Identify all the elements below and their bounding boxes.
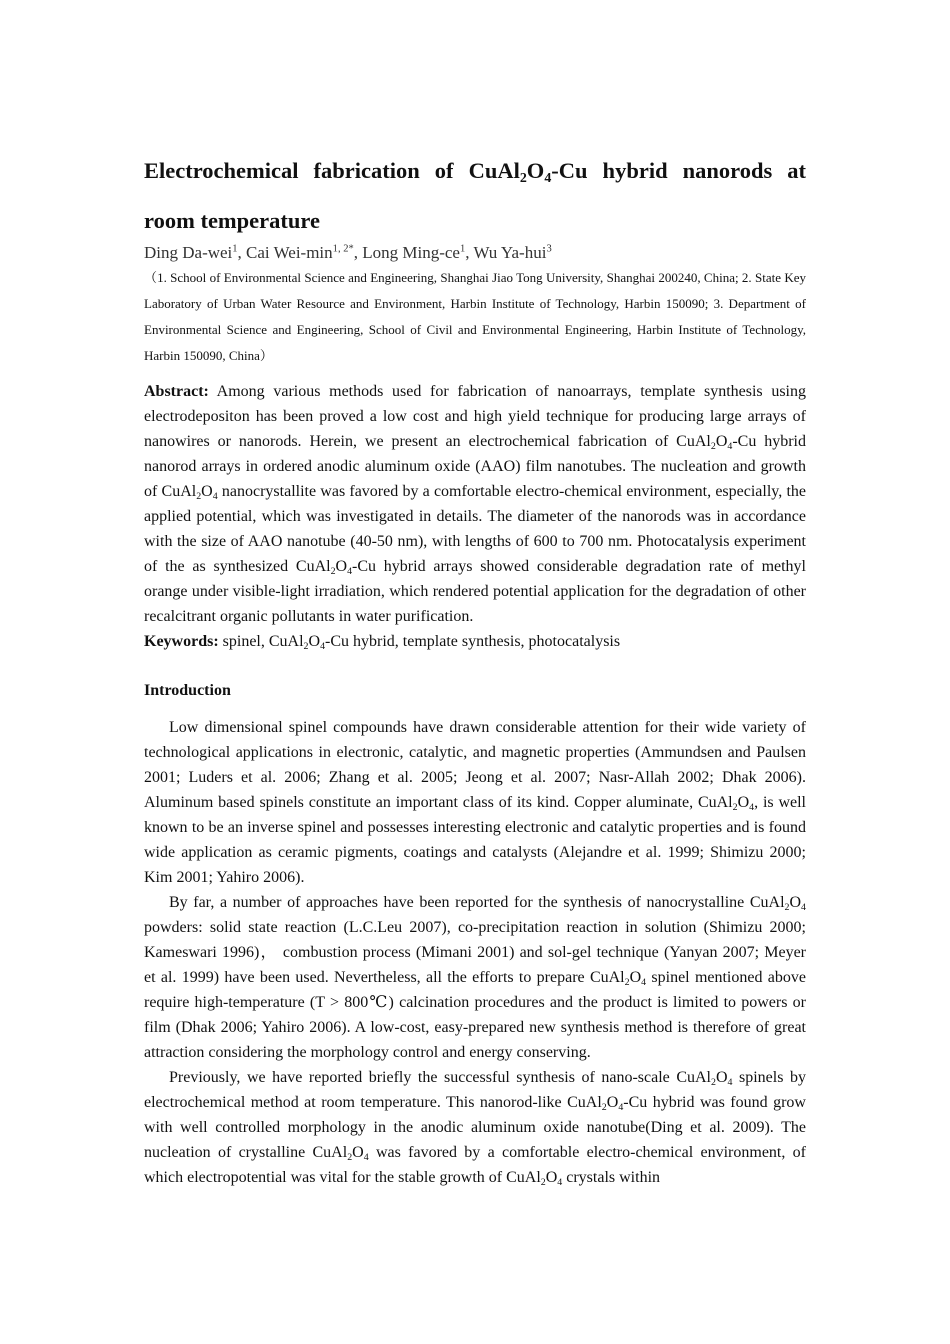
abstract xyxy=(144,379,806,629)
intro-paragraph: Low dimensional spinel compounds have drawn considerable attention for their wide variety of technological applications in electronic, catalytic, and magnetic properties (Ammundsen and Paulsen 2001; Luders et al. 2006; Zhang et al. 2005; Jeong et al. 2007; Nasr-Allah 2002; Dhak 2006). Aluminum based spinels constitute an important class of its kind. Copper aluminate, $CuAl_2O_4$, is well known to be an inverse spinel and possesses interesting electronic and catalytic properties and is found wide application as ceramic pigments, coatings and catalysts (Alejandre et al. 1999; Shimizu 2000; Kim 2001; Yahiro 2006). xyxy=(144,719,807,886)
author-list xyxy=(144,241,806,265)
affiliations: （1. School of Environmental Science and Engineering, Shanghai Jiao Tong University, Shanghai 200240, China; 2. State Key Laboratory of Urban Water Resource and Environment, Harbin Institute of Technology, Harbin 150090; 3. Department of Environmental Science and Engineering, School of Civil and Environmental Engineering, Harbin Institute of Technology, Harbin 150090, China） xyxy=(144,270,806,363)
intro-paragraph: Previously, we have reported briefly the successful synthesis of nano-scale $CuAl_2O_4$ spinels by electrochemical method at room temperature. This nanorod-like $CuAl_2O_4-Cu$ hybrid was found grow with well controlled morphology in the anodic aluminum oxide nanotube(Ding et al. 2009). The nucleation of crystalline $CuAl_2O_4$ was favored by a comfortable electro-chemical environment, of which electropotential was vital for the stable growth of $CuAl_2O_4$ crystals within xyxy=(144,1069,806,1188)
paper-title: Electrochemical fabrication of $CuAl_2O_4-Cu$ hybrid nanorods at room temperature xyxy=(144,158,806,233)
author: Wu Ya-hui$^3$ xyxy=(473,243,552,262)
abstract-text: Among various methods used for fabrication of nanoarrays, template synthesis using electrodepositon has been proved a low cost and high yield technique for producing large arrays of nanowires or nanorods. Herein, we present an electrochemical fabrication of $CuAl_2O_4-Cu$ hybrid nanorod arrays in ordered anodic aluminum oxide (AAO) film nanotubes. The nucleation and growth of $CuAl_2O_4$ nanocrystallite was favored by a comfortable electro-chemical environment, especially, the applied potential, which was investigated in details. The diameter of the nanorods was in accordance with the size of AAO nanotube (40-50 nm), with lengths of 600 to 700 nm. Photocatalysis experiment of the as synthesized $CuAl_2O_4-Cu$ hybrid arrays showed considerable degradation rate of methyl orange under visible-light irradiation, which rendered potential application for the degradation of other recalcitrant organic pollutants in water purification. xyxy=(144,383,807,625)
intro-paragraph: By far, a number of approaches have been reported for the synthesis of nanocrystalline $CuAl_2O_4$ powders: solid state reaction (L.C.Leu 2007), co-precipitation reaction in solution (Shimizu 2000; Kameswari 1996)， combustion process (Mimani 2001) and sol-gel technique (Yanyan 2007; Meyer et al. 1999) have been used. Nevertheless, all the efforts to prepare $CuAl_2O_4$ spinel mentioned above require high-temperature (T > 800℃) calcination procedures and the product is limited to powers or film (Dhak 2006; Yahiro 2006). A low-cost, easy-prepared new synthesis method is therefore of great attraction considering the morphology control and energy conserving. xyxy=(144,894,806,1061)
abstract-label: Abstract: xyxy=(144,383,209,400)
keywords-label: Keywords: xyxy=(144,633,219,650)
keywords-text: spinel, $CuAl_2O_4-Cu$ hybrid, template synthesis, photocatalysis xyxy=(218,633,621,652)
paper-content xyxy=(144,146,806,1190)
author: Ding Da-wei$^1$, xyxy=(144,243,247,262)
author: Long Ming-$ce^1$, xyxy=(362,243,474,262)
section-heading: Introduction xyxy=(144,682,231,699)
keywords xyxy=(144,629,806,654)
author: Cai Wei-$\min^{1, 2*}$, xyxy=(246,243,363,262)
